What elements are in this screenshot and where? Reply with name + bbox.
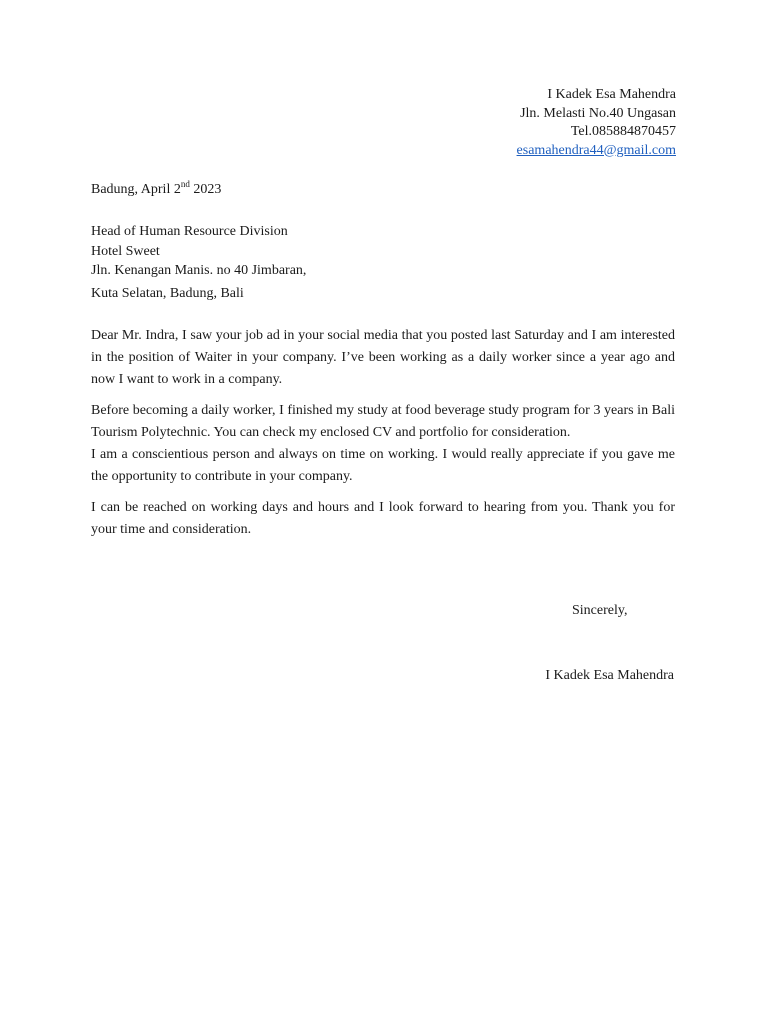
- recipient-company: Hotel Sweet: [91, 243, 160, 259]
- letter-date: [91, 181, 221, 199]
- date-ordinal-suffix: nd: [180, 179, 190, 189]
- date-prefix: Badung, April 2: [91, 182, 181, 197]
- body-paragraph-3: I am a conscientious person and always on time on working. I would really appreciate if you gave me the opportunity to contribute in your company.: [91, 447, 675, 484]
- closing-salutation: Sincerely,: [572, 603, 628, 618]
- signature-name: I Kadek Esa Mahendra: [545, 668, 674, 683]
- recipient-block: [91, 222, 306, 303]
- body-paragraph-2: Before becoming a daily worker, I finished my study at food beverage study program for 3 years in Bali Tourism Polytechnic. You can check my enclosed CV and portfolio for consideration.: [91, 403, 675, 440]
- letter-body: [91, 325, 675, 541]
- body-paragraph-1: Dear Mr. Indra, I saw your job ad in your social media that you posted last Saturday and I am interested in the position of Waiter in your company. I’ve been working as a daily worker since a year ago and now I want to work in a company.: [91, 328, 675, 387]
- sender-address: Jln. Melasti No.40 Ungasan: [520, 105, 676, 121]
- recipient-title: Head of Human Resource Division: [91, 224, 288, 239]
- date-year: 2023: [189, 182, 222, 197]
- body-paragraph-4: I can be reached on working days and hours and I look forward to hearing from you. Thank you for your time and consideration.: [91, 500, 675, 537]
- recipient-street: Jln. Kenangan Manis. no 40 Jimbaran,: [91, 263, 307, 278]
- sender-block: [517, 86, 676, 160]
- sender-phone: Tel.085884870457: [570, 124, 676, 139]
- sender-name: I Kadek Esa Mahendra: [547, 87, 676, 102]
- sender-email-link[interactable]: esamahendra44@gmail.com: [516, 142, 676, 158]
- recipient-city: Kuta Selatan, Badung, Bali: [91, 285, 244, 301]
